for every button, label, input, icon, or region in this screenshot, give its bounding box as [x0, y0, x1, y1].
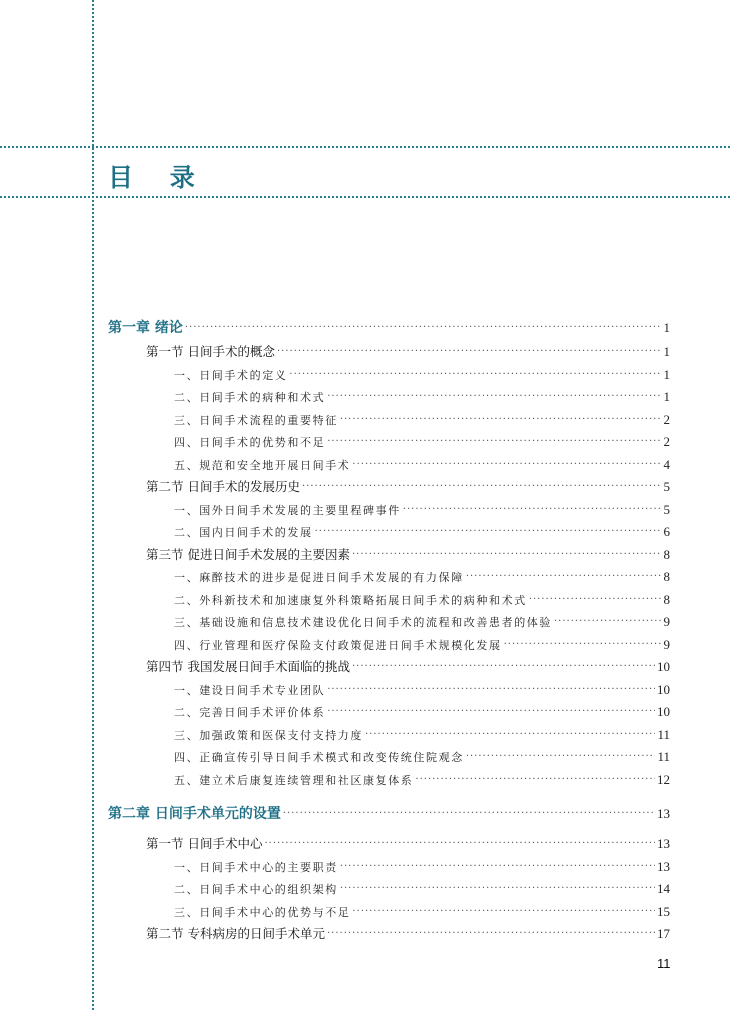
toc-leader-dots — [365, 724, 655, 747]
toc-page-number: 17 — [657, 926, 670, 941]
page-title: 目 录 — [108, 163, 209, 192]
toc-leader-dots — [403, 499, 662, 522]
toc-page-number: 9 — [663, 636, 670, 652]
toc-leader-dots — [340, 878, 655, 901]
toc-item-row[interactable] — [108, 364, 670, 387]
toc-page-number: 1 — [663, 320, 670, 335]
toc-section-title: 第二节 日间手术的发展历史 — [146, 479, 300, 494]
toc-leader-dots — [277, 341, 662, 364]
toc-page-number: 15 — [657, 903, 670, 919]
toc-page-number: 8 — [663, 591, 670, 607]
toc-item-title: 二、外科新技术和加速康复外科策略拓展日间手术的病种和术式 — [174, 593, 527, 607]
toc-section-title: 第四节 我国发展日间手术面临的挑战 — [146, 659, 350, 674]
toc-section-row[interactable] — [108, 923, 670, 946]
margin-guide-top — [0, 146, 730, 148]
toc-section-title: 第一节 日间手术中心 — [146, 836, 263, 851]
toc-item-row[interactable] — [108, 409, 670, 432]
toc-item-title: 一、日间手术中心的主要职责 — [174, 860, 338, 874]
toc-chapter-title: 第一章 绪论 — [108, 320, 183, 336]
toc-section-row[interactable] — [108, 341, 670, 364]
toc-leader-dots — [327, 679, 655, 702]
toc-item-row[interactable] — [108, 431, 670, 454]
toc-item-title: 四、日间手术的优势和不足 — [174, 436, 326, 449]
toc-section-title: 第三节 促进日间手术发展的主要因素 — [146, 546, 350, 562]
toc-page-number: 6 — [663, 524, 670, 539]
toc-leader-dots — [554, 611, 662, 634]
toc-leader-dots — [415, 769, 655, 792]
toc-page-number: 5 — [663, 479, 670, 494]
toc-item-title: 二、完善日间手术评价体系 — [174, 706, 326, 719]
toc-item-title: 四、正确宣传引导日间手术模式和改变传统住院观念 — [174, 751, 464, 764]
toc-item-title: 四、行业管理和医疗保险支付政策促进日间手术规模化发展 — [174, 638, 502, 652]
toc-item-row[interactable] — [108, 901, 670, 924]
toc-page-number: 13 — [657, 806, 670, 821]
toc-item-row[interactable] — [108, 566, 670, 589]
toc-page-number: 13 — [657, 858, 670, 874]
toc-page-number: 10 — [657, 681, 670, 697]
toc-item-title: 五、建立术后康复连续管理和社区康复体系 — [174, 773, 414, 787]
margin-guide-bottom — [0, 196, 730, 198]
toc-page-number: 1 — [663, 366, 670, 382]
chapter-gap — [108, 791, 670, 799]
toc-leader-dots — [185, 315, 662, 341]
toc-leader-dots — [529, 589, 662, 612]
margin-guide-vertical — [92, 0, 94, 1010]
toc-item-row[interactable] — [108, 679, 670, 702]
toc-page-number: 5 — [663, 501, 670, 517]
toc-item-title: 二、日间手术中心的组织架构 — [174, 883, 338, 896]
toc-page-number: 8 — [663, 569, 670, 584]
toc-item-row[interactable] — [108, 499, 670, 522]
toc-item-title: 五、规范和安全地开展日间手术 — [174, 458, 351, 472]
toc-page-number: 13 — [657, 836, 670, 851]
toc-page-number: 11 — [657, 726, 670, 742]
toc-leader-dots — [315, 521, 662, 544]
toc-item-row[interactable] — [108, 521, 670, 544]
table-of-contents — [108, 313, 670, 946]
toc-leader-dots — [466, 566, 662, 589]
toc-page-number: 10 — [657, 704, 670, 719]
toc-leader-dots — [327, 923, 655, 946]
toc-item-title: 一、建设日间手术专业团队 — [174, 683, 326, 697]
toc-page-number: 12 — [657, 771, 670, 787]
toc-item-title: 一、日间手术的定义 — [174, 368, 288, 382]
toc-leader-dots — [352, 454, 661, 477]
toc-section-row[interactable] — [108, 476, 670, 499]
toc-page-number: 4 — [663, 456, 670, 472]
toc-leader-dots — [352, 901, 655, 924]
toc-item-row[interactable] — [108, 454, 670, 477]
toc-item-title: 三、日间手术中心的优势与不足 — [174, 905, 351, 919]
toc-section-row[interactable] — [108, 544, 670, 567]
toc-section-row[interactable] — [108, 656, 670, 679]
toc-section-title: 第二节 专科病房的日间手术单元 — [146, 926, 325, 941]
toc-leader-dots — [504, 634, 662, 657]
page-number: 11 — [657, 956, 671, 971]
toc-leader-dots — [466, 746, 656, 769]
toc-chapter-row[interactable] — [108, 315, 670, 341]
toc-item-row[interactable] — [108, 701, 670, 724]
toc-leader-dots — [264, 833, 655, 856]
toc-item-row[interactable] — [108, 878, 670, 901]
toc-page-number: 2 — [663, 434, 670, 449]
toc-item-title: 三、日间手术流程的重要特征 — [174, 413, 338, 427]
toc-section-row[interactable] — [108, 833, 670, 856]
toc-item-title: 三、加强政策和医保支付支持力度 — [174, 728, 363, 742]
toc-leader-dots — [352, 544, 662, 567]
toc-page-number: 9 — [663, 614, 670, 629]
toc-item-row[interactable] — [108, 634, 670, 657]
toc-item-title: 二、日间手术的病种和术式 — [174, 391, 326, 404]
toc-page-number: 11 — [657, 749, 670, 764]
toc-item-row[interactable] — [108, 611, 670, 634]
toc-leader-dots — [340, 409, 662, 432]
toc-page-number: 8 — [663, 546, 670, 562]
toc-page-number: 1 — [663, 389, 670, 404]
toc-item-title: 二、国内日间手术的发展 — [174, 526, 313, 539]
toc-leader-dots — [352, 656, 655, 679]
toc-section-title: 第一节 日间手术的概念 — [146, 344, 275, 359]
toc-item-title: 一、麻醉技术的进步是促进日间手术发展的有力保障 — [174, 571, 464, 584]
toc-leader-dots — [283, 801, 655, 827]
toc-chapter-title: 第二章 日间手术单元的设置 — [108, 806, 281, 822]
toc-leader-dots — [327, 431, 661, 454]
toc-leader-dots — [302, 476, 662, 499]
toc-page-number: 2 — [663, 411, 670, 427]
toc-chapter-row[interactable] — [108, 801, 670, 827]
toc-page-number: 1 — [663, 344, 670, 359]
toc-item-row[interactable] — [108, 856, 670, 879]
toc-page-number: 14 — [657, 881, 670, 896]
toc-item-title: 一、国外日间手术发展的主要里程碑事件 — [174, 503, 401, 517]
toc-leader-dots — [327, 386, 661, 409]
toc-item-row[interactable] — [108, 769, 670, 792]
toc-item-row[interactable] — [108, 724, 670, 747]
toc-leader-dots — [327, 701, 655, 724]
toc-item-row[interactable] — [108, 746, 670, 769]
toc-leader-dots — [340, 856, 655, 879]
toc-item-row[interactable] — [108, 386, 670, 409]
toc-leader-dots — [289, 364, 661, 387]
toc-item-row[interactable] — [108, 589, 670, 612]
toc-item-title: 三、基础设施和信息技术建设优化日间手术的流程和改善患者的体验 — [174, 616, 552, 629]
toc-page-number: 10 — [657, 659, 670, 674]
